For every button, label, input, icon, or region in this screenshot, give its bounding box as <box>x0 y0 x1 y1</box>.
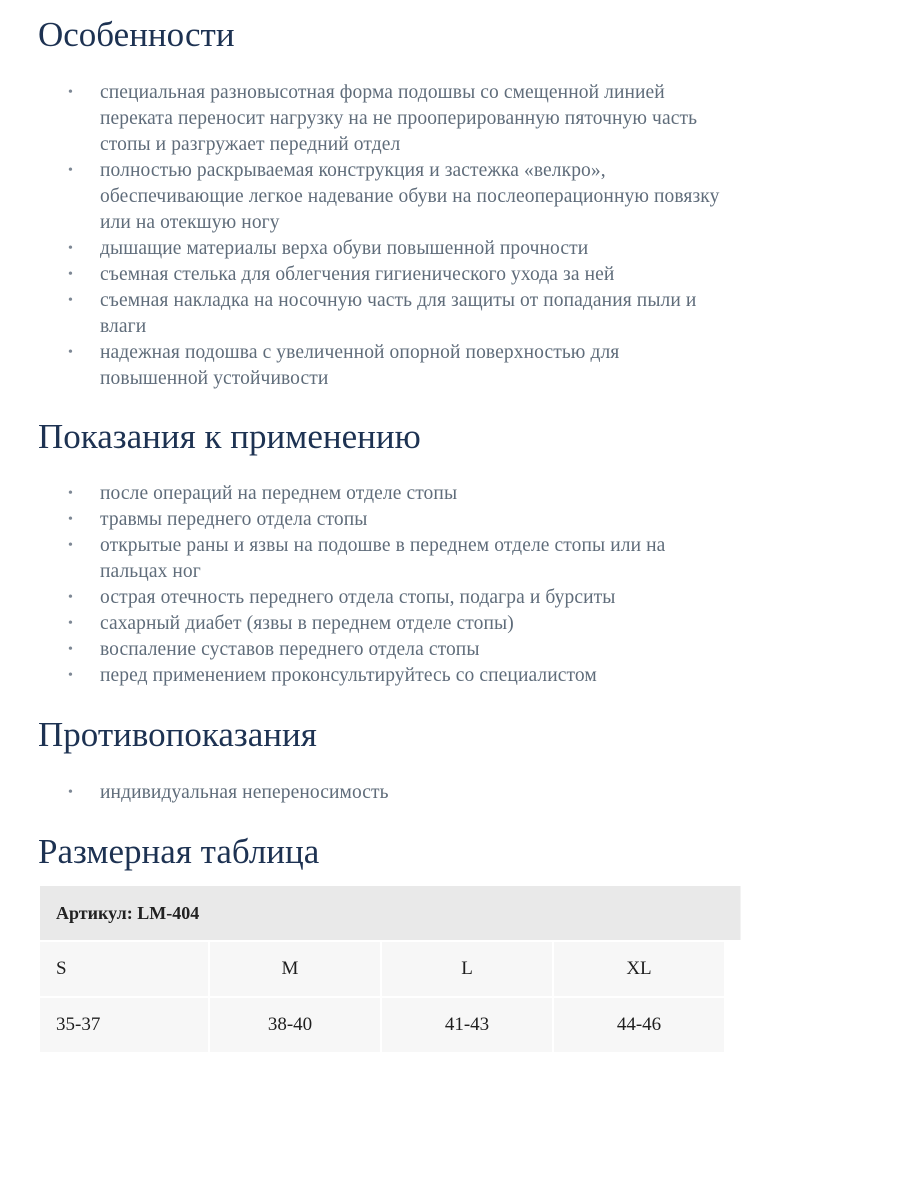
list-item-text: обеспечивающие легкое надевание обуви на послеоперационную повязку <box>100 186 720 207</box>
bullet-icon: • <box>68 538 74 553</box>
list-item <box>0 288 860 340</box>
list-item-text: повышенной устойчивости <box>100 368 329 389</box>
bullet-icon: • <box>68 163 74 178</box>
size-table <box>40 886 742 1052</box>
list-item-text: или на отекшую ногу <box>100 212 280 233</box>
list-item-text: полностью раскрываемая конструкция и застежка «велкро», <box>100 160 606 181</box>
list-item-text: острая отечность переднего отдела стопы, подагра и бурситы <box>100 587 616 608</box>
list-item-text: надежная подошва с увеличенной опорной поверхностью для <box>100 342 620 363</box>
bullet-icon: • <box>68 267 74 282</box>
bullet-icon: • <box>68 85 74 100</box>
table-row-sizes <box>40 942 724 996</box>
table-header <box>40 886 741 940</box>
article-label: Артикул: LM-404 <box>56 902 200 923</box>
list-item-text: индивидуальная непереносимость <box>100 782 389 803</box>
indications-title: Показания к применению <box>38 417 421 456</box>
list-item-text: перед применением проконсультируйтесь со специалистом <box>100 665 597 686</box>
contraindications-title: Противопоказания <box>38 715 317 754</box>
list-item <box>0 611 860 637</box>
list-item-text: воспаление суставов переднего отдела стопы <box>100 639 480 660</box>
list-item <box>0 663 860 689</box>
list-item <box>0 585 860 611</box>
bullet-icon: • <box>68 345 74 360</box>
size-table-title: Размерная таблица <box>38 832 320 871</box>
features-list <box>0 80 860 392</box>
list-item-text: специальная разновысотная форма подошвы со смещенной линией <box>100 82 665 103</box>
bullet-icon: • <box>68 512 74 527</box>
list-item-text: открытые раны и язвы на подошве в переднем отделе стопы или на <box>100 535 666 556</box>
range-cell-l: 41-43 <box>382 998 552 1052</box>
list-item <box>0 236 860 262</box>
size-cell-xl: XL <box>554 942 724 996</box>
list-item-text: дышащие материалы верха обуви повышенной прочности <box>100 238 589 259</box>
list-item <box>0 533 860 585</box>
list-item-text: съемная стелька для облегчения гигиенического ухода за ней <box>100 264 615 285</box>
list-item <box>0 158 860 236</box>
range-cell-xl: 44-46 <box>554 998 724 1052</box>
bullet-icon: • <box>68 785 74 800</box>
list-item-text: пальцах ног <box>100 561 201 582</box>
size-cell-l: L <box>382 942 552 996</box>
bullet-icon: • <box>68 486 74 501</box>
bullet-icon: • <box>68 590 74 605</box>
features-title: Особенности <box>38 15 235 54</box>
contraindications-list <box>0 780 860 806</box>
range-cell-s: 35-37 <box>40 998 208 1052</box>
list-item-text: после операций на переднем отделе стопы <box>100 483 458 504</box>
bullet-icon: • <box>68 668 74 683</box>
size-cell-s: S <box>40 942 208 996</box>
list-item <box>0 780 860 806</box>
bullet-icon: • <box>68 642 74 657</box>
list-item <box>0 507 860 533</box>
list-item-text: стопы и разгружает передний отдел <box>100 134 401 155</box>
list-item <box>0 481 860 507</box>
size-cell-m: M <box>210 942 380 996</box>
list-item <box>0 340 860 392</box>
list-item-text: съемная накладка на носочную часть для защиты от попадания пыли и <box>100 290 697 311</box>
bullet-icon: • <box>68 293 74 308</box>
range-cell-m: 38-40 <box>210 998 380 1052</box>
list-item <box>0 80 860 158</box>
list-item-text: травмы переднего отдела стопы <box>100 509 368 530</box>
indications-list <box>0 481 860 689</box>
list-item-text: переката переносит нагрузку на не прооперированную пяточную часть <box>100 108 698 129</box>
bullet-icon: • <box>68 616 74 631</box>
list-item-text: сахарный диабет (язвы в переднем отделе стопы) <box>100 613 514 634</box>
bullet-icon: • <box>68 241 74 256</box>
list-item-text: влаги <box>100 316 147 337</box>
table-row-ranges <box>40 998 724 1052</box>
list-item <box>0 262 860 288</box>
list-item <box>0 637 860 663</box>
